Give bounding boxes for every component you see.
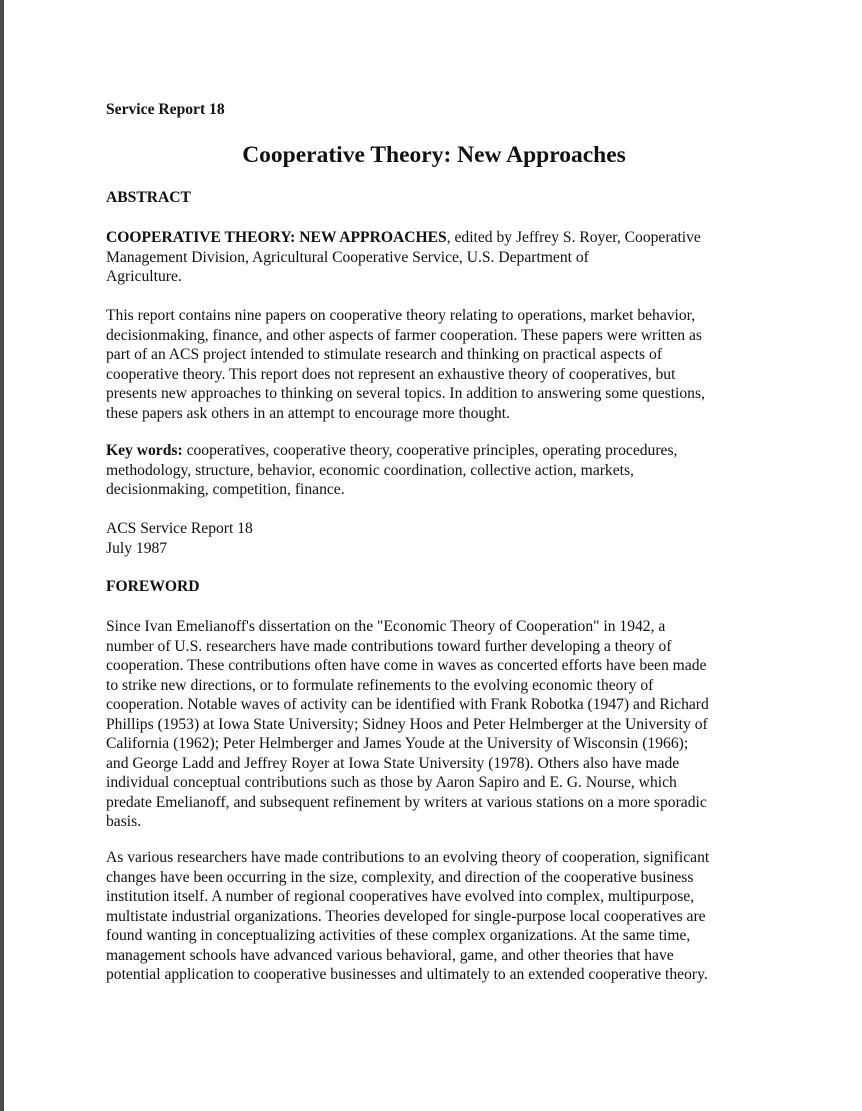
summary-line: cooperative theory. This report does not represent an exhaustive theory of cooperatives, but: [106, 365, 676, 383]
keywords-line-1: [106, 441, 786, 461]
foreword-line: changes have been occurring in the size, complexity, and direction of the cooperative business: [106, 868, 694, 886]
foreword-line: cooperation. Notable waves of activity can be identified with Frank Robotka (1947) and Richard: [106, 696, 709, 713]
series-label: Service Report 18: [106, 101, 225, 118]
foreword-heading-block: [106, 577, 786, 597]
foreword-line: Since Ivan Emelianoff's dissertation on the "Economic Theory of Cooperation" in 1942, a: [106, 618, 666, 635]
foreword-line: basis.: [106, 813, 142, 830]
abstract-citation: [106, 228, 786, 287]
summary-line: presents new approaches to thinking on several topics. In addition to answering some questions,: [106, 385, 705, 402]
page-left-border: [0, 0, 4, 1111]
foreword-line: to strike new directions, or to formulate refinements to the evolving economic theory of: [106, 676, 654, 694]
foreword-line: Phillips (1953) at Iowa State University; Sidney Hoos and Peter Helmberger at the University of: [106, 715, 708, 733]
foreword-line: California (1962); Peter Helmberger and James Youde at the University of Wisconsin (1966);: [106, 735, 689, 752]
citation-title: COOPERATIVE THEORY: NEW APPROACHES: [106, 229, 447, 246]
abstract-heading: ABSTRACT: [106, 189, 191, 206]
foreword-line: cooperation. These contributions often have come in waves as concerted efforts have been made: [106, 657, 707, 674]
keywords-label: Key words:: [106, 442, 183, 459]
foreword-line: individual conceptual contributions such as those by Aaron Sapiro and E. G. Nourse, which: [106, 774, 677, 791]
keywords-line-3: decisionmaking, competition, finance.: [106, 481, 345, 498]
keywords: [106, 441, 786, 500]
citation-line-1-rest: , edited by Jeffrey S. Royer, Cooperative: [446, 229, 701, 246]
summary-line: part of an ACS project intended to stimulate research and thinking on practical aspects of: [106, 346, 663, 363]
summary-line: these papers ask others in an attempt to encourage more thought.: [106, 404, 511, 422]
report-info: [106, 519, 786, 558]
foreword-heading: FOREWORD: [106, 578, 200, 595]
citation-line-3: Agriculture.: [106, 268, 182, 285]
report-date: July 1987: [106, 539, 168, 557]
report-id: ACS Service Report 18: [106, 520, 253, 537]
citation-line-2: Management Division, Agricultural Cooperative Service, U.S. Department of: [106, 248, 589, 266]
keywords-line-2: methodology, structure, behavior, economic coordination, collective action, markets,: [106, 461, 634, 479]
foreword-line: and George Ladd and Jeffrey Royer at Iowa State University (1978). Others also have made: [106, 754, 680, 772]
report-series-header: [106, 100, 786, 120]
foreword-line: As various researchers have made contributions to an evolving theory of cooperation, significant: [106, 849, 710, 866]
foreword-paragraph-1: [106, 617, 786, 832]
citation-line-1: [106, 228, 786, 248]
foreword-line: institution itself. A number of regional cooperatives have evolved into complex, multipurpose,: [106, 888, 695, 905]
abstract-summary: [106, 306, 786, 423]
foreword-line: potential application to cooperative businesses and ultimately to an extended cooperative theory.: [106, 966, 708, 983]
abstract-heading-block: [106, 188, 786, 208]
page-title: Cooperative Theory: New Approaches: [242, 142, 626, 168]
foreword-line: found wanting in conceptualizing activities of these complex organizations. At the same time,: [106, 927, 691, 944]
keywords-line-1-rest: cooperatives, cooperative theory, cooperative principles, operating procedures,: [182, 442, 678, 459]
foreword-paragraph-2: [106, 848, 786, 985]
foreword-line: management schools have advanced various behavioral, game, and other theories that have: [106, 946, 674, 964]
summary-line: decisionmaking, finance, and other aspects of farmer cooperation. These papers were written as: [106, 326, 702, 344]
summary-line: This report contains nine papers on cooperative theory relating to operations, market behavior,: [106, 307, 696, 324]
foreword-line: predate Emelianoff, and subsequent refinement by writers at various stations on a more sporadic: [106, 793, 707, 811]
foreword-line: multistate industrial organizations. Theories developed for single-purpose local cooperatives are: [106, 907, 706, 925]
foreword-line: number of U.S. researchers have made contributions toward further developing a theory of: [106, 637, 672, 655]
